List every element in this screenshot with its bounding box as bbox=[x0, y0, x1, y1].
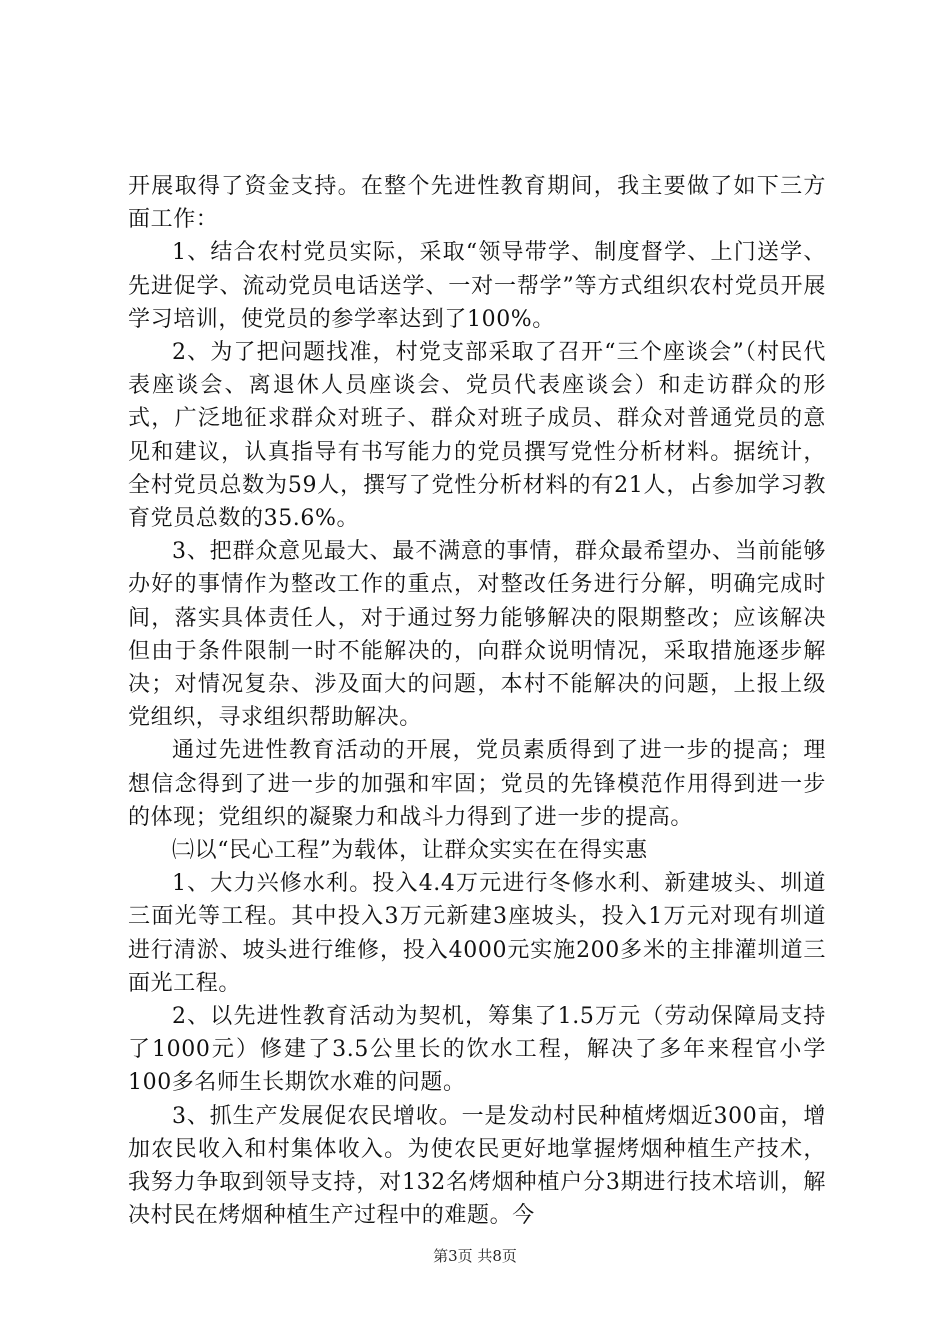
paragraph-continuation: 开展取得了资金支持。在整个先进性教育期间，我主要做了如下三方面工作： bbox=[128, 174, 826, 233]
section-heading: ㈡以“民心工程”为载体，让群众实实在在得实惠 bbox=[172, 838, 648, 864]
paragraph-item-1: 1、结合农村党员实际，采取“领导带学、制度督学、上门送学、先进促学、流动党员电话送学、一对一帮学”等方式组织农村党员开展学习培训，使党员的参学率达到了100%。 bbox=[128, 240, 826, 332]
document-body bbox=[128, 170, 826, 1233]
paragraph-item-3: 3、把群众意见最大、最不满意的事情，群众最希望办、当前能够办好的事情作为整改工作的重点，对整改任务进行分解，明确完成时间，落实具体责任人，对于通过努力能够解决的限期整改；应该解决但由于条件限制一时不能解决的，向群众说明情况，采取措施逐步解决；对情况复杂、涉及面大的问题，本村不能解决的问题，上报上级党组织，寻求组织帮助解决。 bbox=[128, 539, 826, 731]
page-footer: 第3页 共8页 bbox=[433, 1247, 517, 1265]
paragraph-item-2: 2、为了把问题找准，村党支部采取了召开“三个座谈会”（村民代表座谈会、离退休人员座谈会、党员代表座谈会）和走访群众的形式，广泛地征求群众对班子、群众对班子成员、群众对普通党员的意见和建议，认真指导有书写能力的党员撰写党性分析材料。据统计，全村党员总数为59人，撰写了党性分析材料的有21人，占参加学习教育党员总数的35.6%。 bbox=[128, 340, 826, 532]
paragraph-production: 3、抓生产发展促农民增收。一是发动村民种植烤烟近300亩，增加农民收入和村集体收入。为使农民更好地掌握烤烟种植生产技术，我努力争取到领导支持，对132名烤烟种植户分3期进行技术培训，解决村民在烤烟种植生产过程中的难题。今 bbox=[128, 1103, 826, 1229]
paragraph-summary: 通过先进性教育活动的开展，党员素质得到了进一步的提高；理想信念得到了进一步的加强和牢固；党员的先锋模范作用得到进一步的体现；党组织的凝聚力和战斗力得到了进一步的提高。 bbox=[128, 738, 826, 830]
paragraph-drinking-water: 2、以先进性教育活动为契机，筹集了1.5万元（劳动保障局支持了1000元）修建了3.5公里长的饮水工程，解决了多年来程官小学100多名师生长期饮水难的问题。 bbox=[128, 1004, 826, 1096]
paragraph-water-conservancy: 1、大力兴修水利。投入4.4万元进行冬修水利、新建坡头、圳道三面光等工程。其中投入3万元新建3座坡头，投入1万元对现有圳道进行清淤、坡头进行维修，投入4000元实施200多米的主排灌圳道三面光工程。 bbox=[128, 871, 826, 996]
